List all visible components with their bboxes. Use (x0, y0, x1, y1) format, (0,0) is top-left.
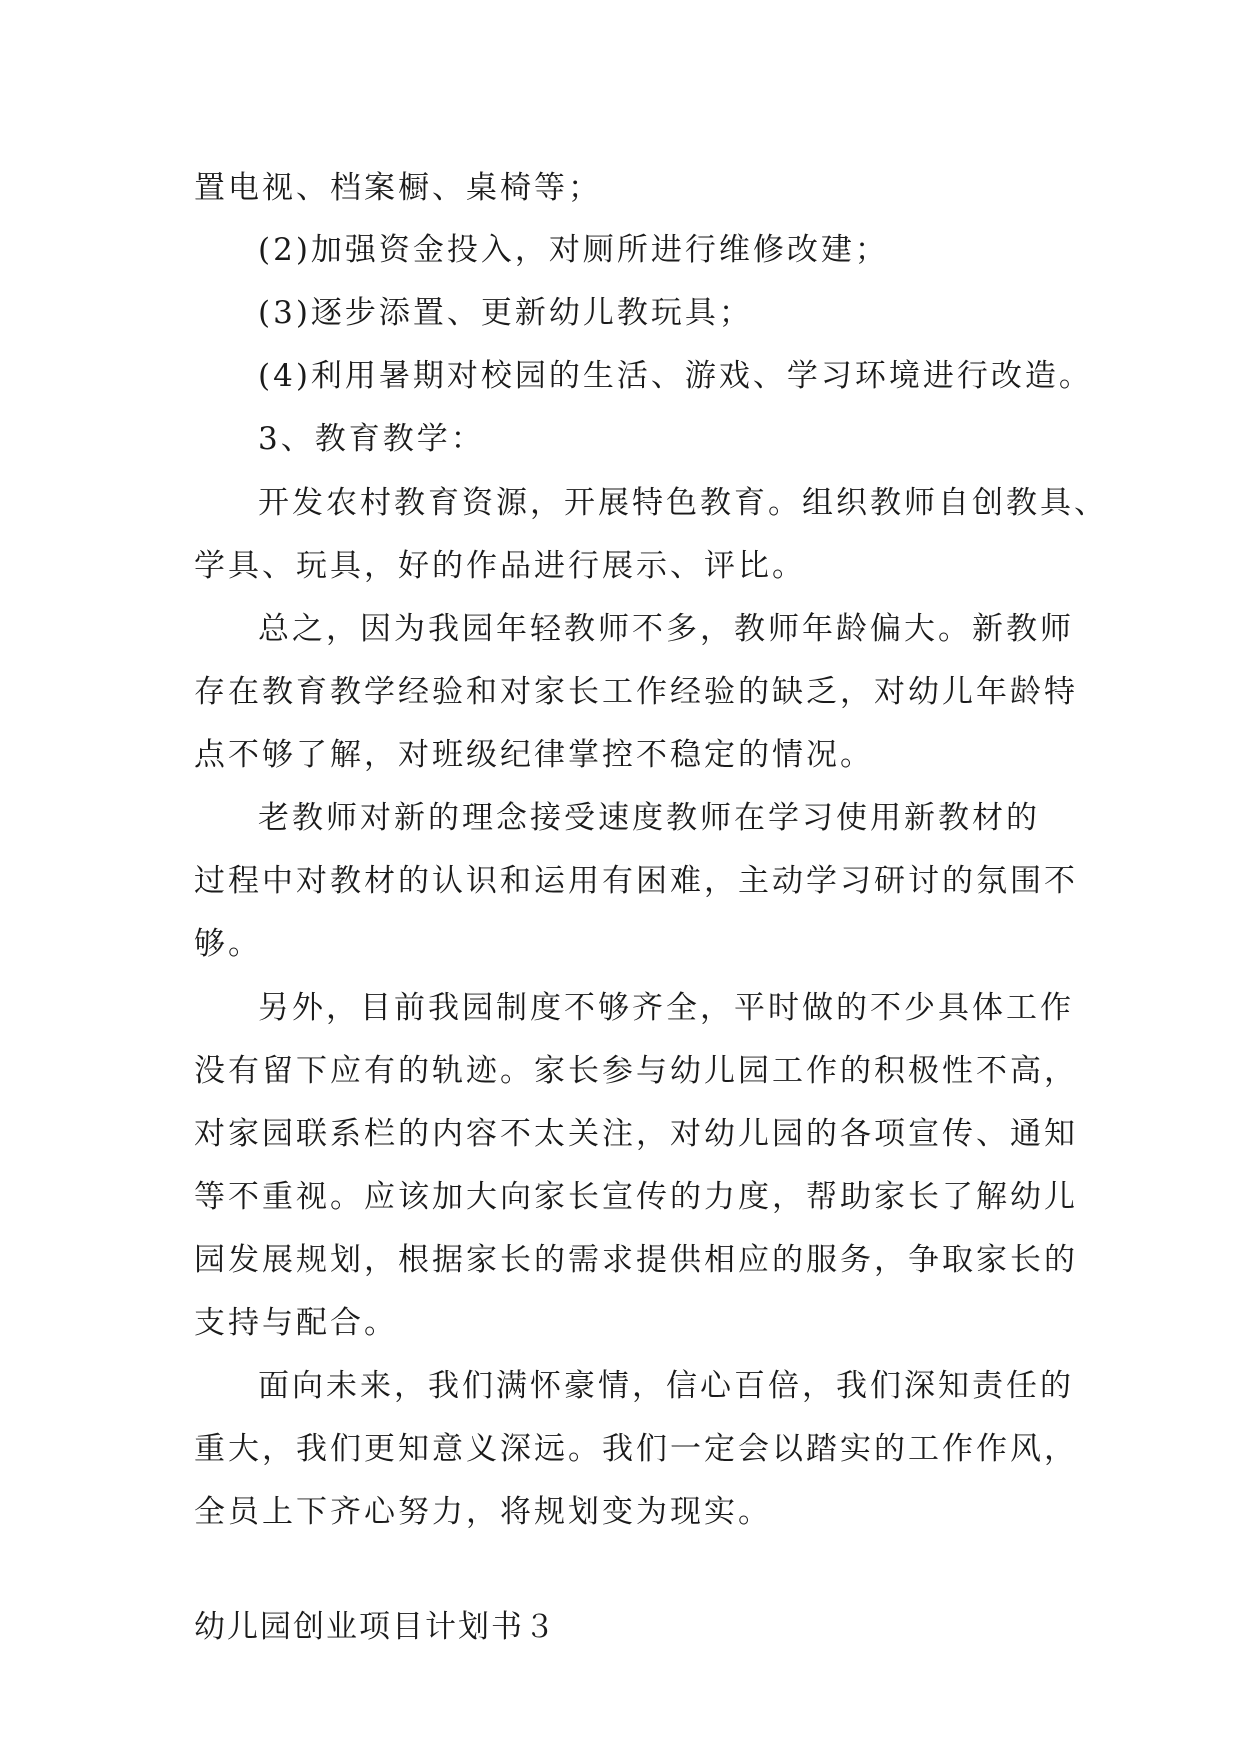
text-line: 对家园联系栏的内容不太关注，对幼儿园的各项宣传、通知 (194, 1116, 1078, 1152)
text-line: 面向未来，我们满怀豪情，信心百倍，我们深知责任的 (258, 1368, 1074, 1404)
text-line: (3)逐步添置、更新幼儿教玩具； (258, 295, 753, 331)
text-line: (4)利用暑期对校园的生活、游戏、学习环境进行改造。 (258, 358, 1093, 394)
text-line: 点不够了解，对班级纪律掌控不稳定的情况。 (194, 737, 874, 773)
text-line: 够。 (194, 926, 262, 962)
text-line: 支持与配合。 (194, 1305, 398, 1341)
text-line: 过程中对教材的认识和运用有困难，主动学习研讨的氛围不 (194, 863, 1078, 899)
text-line: (2)加强资金投入，对厕所进行维修改建； (258, 232, 889, 268)
text-line: 全员上下齐心努力，将规划变为现实。 (194, 1494, 772, 1530)
text-line: 老教师对新的理念接受速度教师在学习使用新教材的 (258, 800, 1040, 836)
text-line: 开发农村教育资源，开展特色教育。组织教师自创教具、 (258, 485, 1108, 521)
text-line: 学具、玩具，好的作品进行展示、评比。 (194, 548, 806, 584)
text-line: 置电视、档案橱、桌椅等； (194, 170, 602, 206)
text-line: 等不重视。应该加大向家长宣传的力度，帮助家长了解幼儿 (194, 1179, 1078, 1215)
text-line: 没有留下应有的轨迹。家长参与幼儿园工作的积极性不高， (194, 1053, 1078, 1089)
text-line: 3、教育教学： (258, 421, 485, 457)
text-line: 重大，我们更知意义深远。我们一定会以踏实的工作作风， (194, 1431, 1078, 1467)
text-line: 总之，因为我园年轻教师不多，教师年龄偏大。新教师 (258, 611, 1074, 647)
text-line: 园发展规划，根据家长的需求提供相应的服务，争取家长的 (194, 1242, 1078, 1278)
section-heading: 幼儿园创业项目计划书３ (194, 1609, 557, 1645)
text-line: 另外，目前我园制度不够齐全，平时做的不少具体工作 (258, 990, 1074, 1026)
text-line: 存在教育教学经验和对家长工作经验的缺乏，对幼儿年龄特 (194, 674, 1078, 710)
